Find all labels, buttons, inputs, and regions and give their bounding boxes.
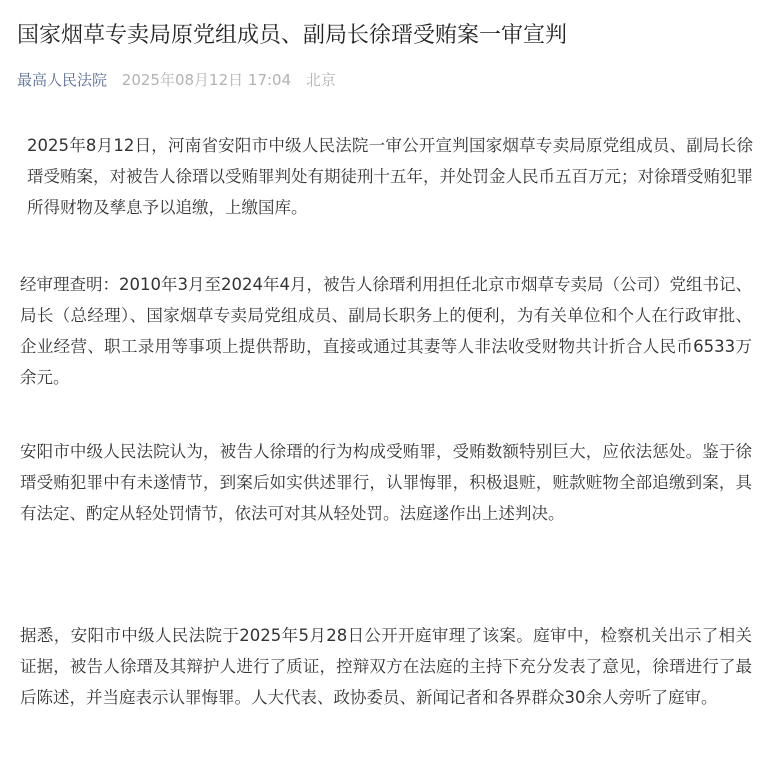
- article-title: 国家烟草专卖局原党组成员、副局长徐瑨受贿案一审宣判: [17, 23, 568, 48]
- paragraph-1: 2025年8月12日，河南省安阳市中级人民法院一审公开宣判国家烟草专卖局原党组成员、副局长徐瑨受贿案，对被告人徐瑨以受贿罪判处有期徒刑十五年，并处罚金人民币五百万元；对徐瑨受贿犯罪所得财物及孳息予以追缴，上缴国库。: [27, 136, 753, 217]
- paragraph-4: 据悉，安阳市中级人民法院于2025年5月28日公开开庭审理了该案。庭审中，检察机关出示了相关证据，被告人徐瑨及其辩护人进行了质证，控辩双方在法庭的主持下充分发表了意见，徐瑨进行了最后陈述，并当庭表示认罪悔罪。人大代表、政协委员、新闻记者和各界群众30余人旁听了庭审。: [20, 626, 752, 707]
- paragraph-2: 经审理查明：2010年3月至2024年4月，被告人徐瑨利用担任北京市烟草专卖局（公司）党组书记、局长（总经理）、国家烟草专卖局党组成员、副局长职务上的便利，为有关单位和个人在行政审批、企业经营、职工录用等事项上提供帮助，直接或通过其妻等人非法收受财物共计折合人民币6533万余元。: [20, 275, 752, 387]
- publish-location: 北京: [305, 71, 336, 89]
- source-link[interactable]: 最高人民法院: [17, 71, 108, 89]
- publish-datetime: 2025年08月12日 17:04: [121, 71, 292, 89]
- paragraph-3: 安阳市中级人民法院认为，被告人徐瑨的行为构成受贿罪，受贿数额特别巨大，应依法惩处。鉴于徐瑨受贿犯罪中有未遂情节，到案后如实供述罪行，认罪悔罪，积极退赃，赃款赃物全部追缴到案，具有法定、酌定从轻处罚情节，依法可对其从轻处罚。法庭遂作出上述判决。: [20, 442, 752, 523]
- article-meta: [17, 68, 346, 92]
